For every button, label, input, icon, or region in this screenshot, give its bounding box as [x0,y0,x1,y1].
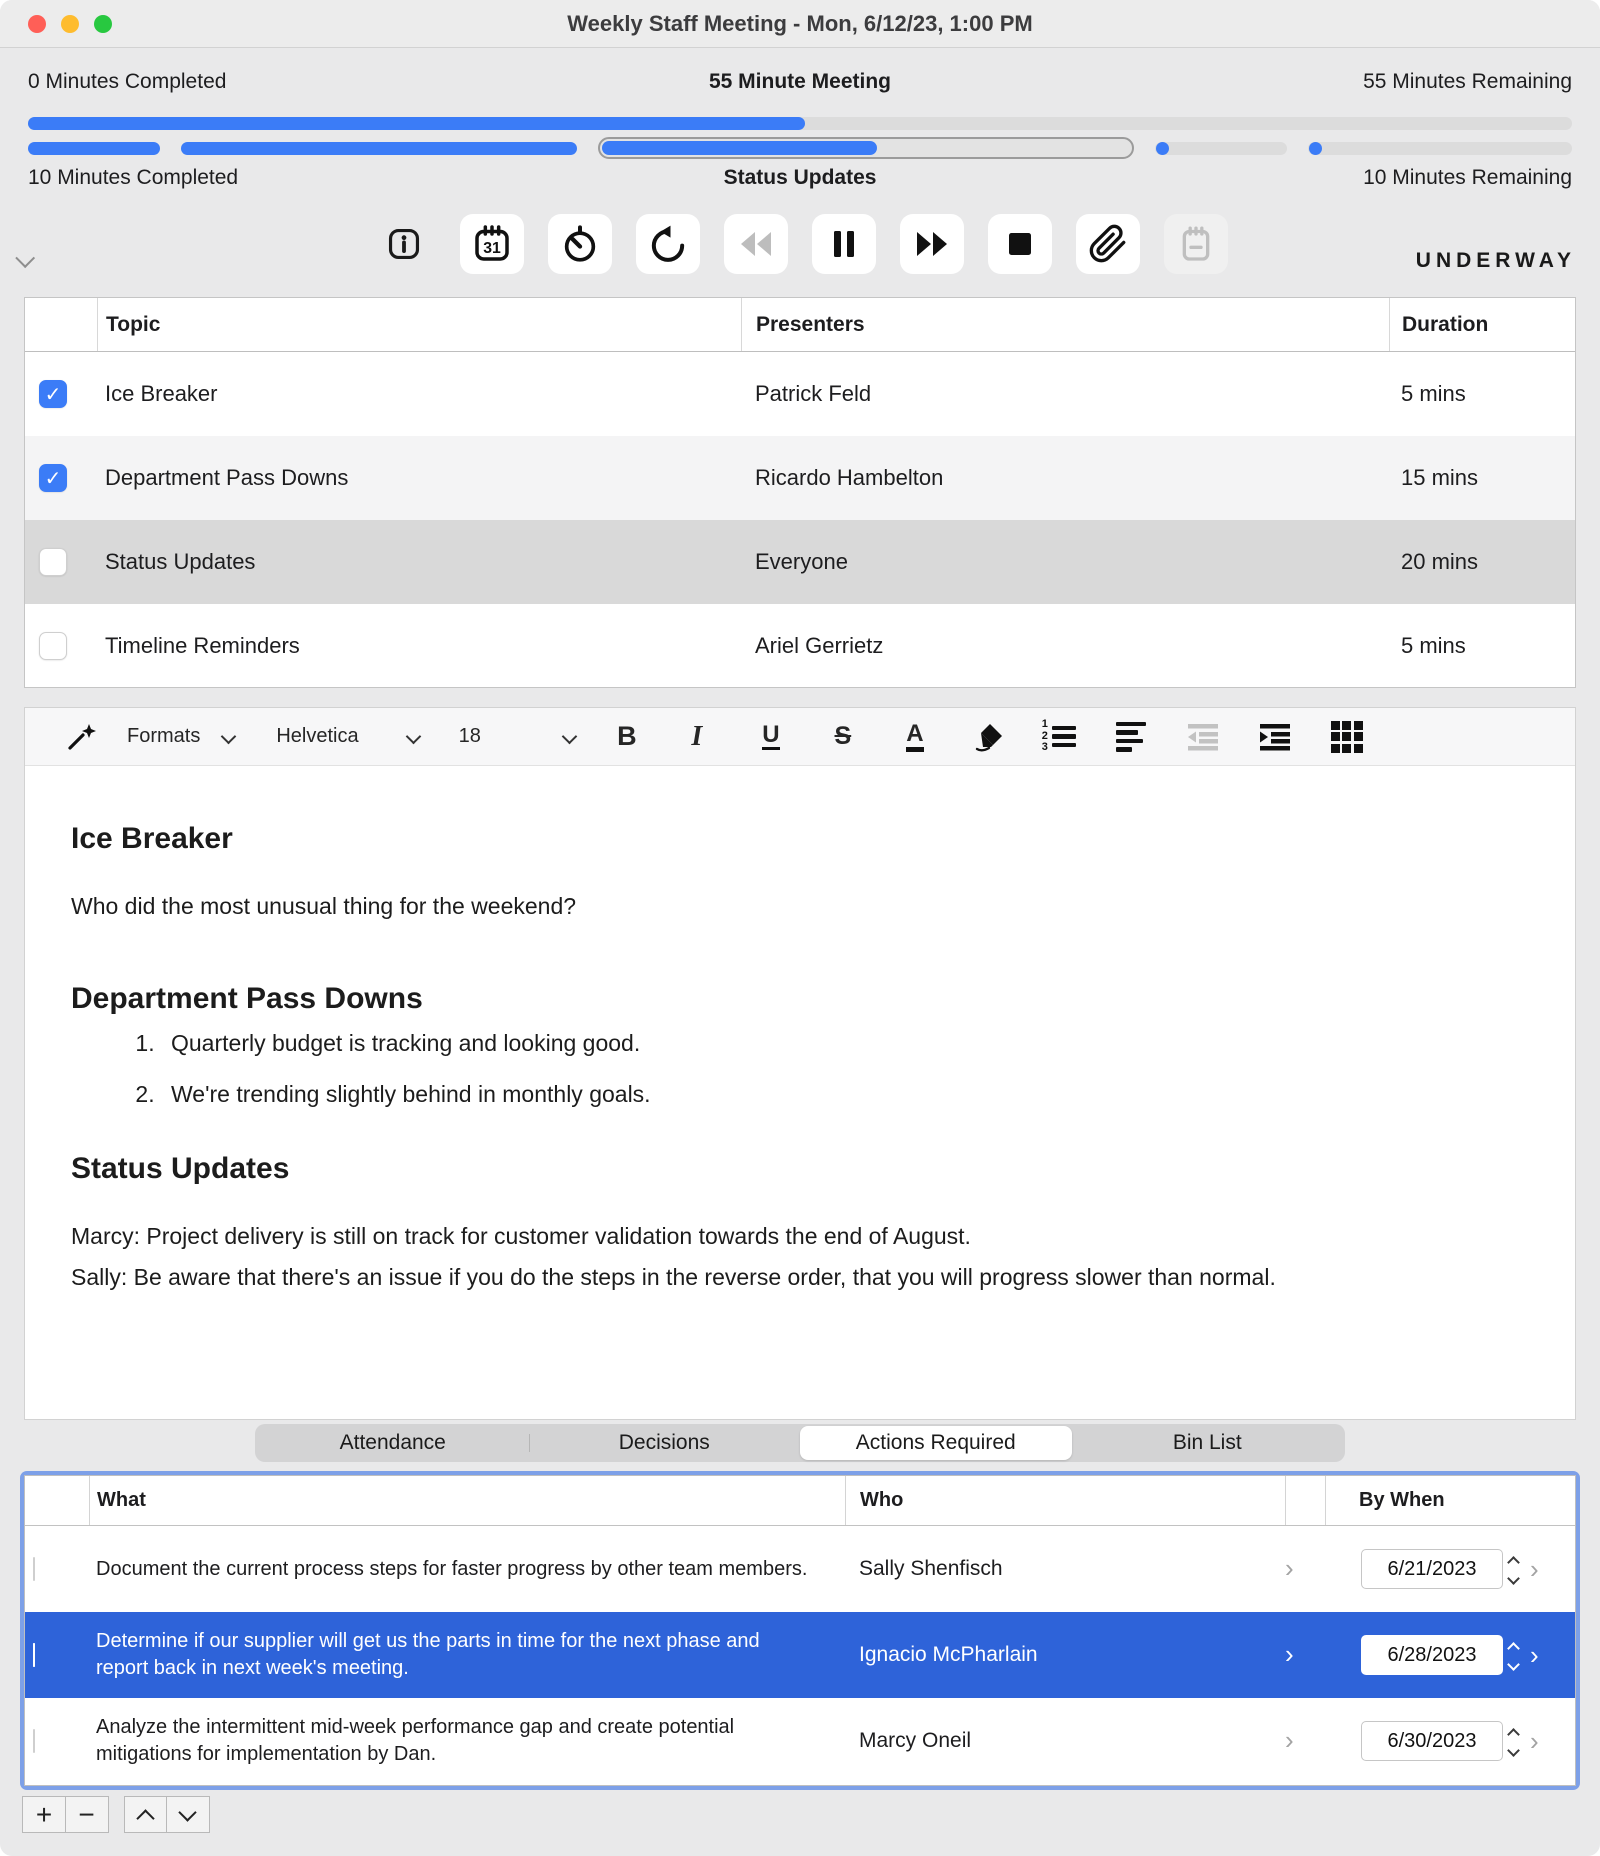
numbered-list-button[interactable]: 1 2 3 [1037,717,1081,757]
agenda-row[interactable] [25,604,1575,688]
doc-line: Marcy: Project delivery is still on track for customer validation towards the end of August. [71,1223,971,1250]
info-icon [385,225,423,263]
stepper-down-icon [1509,1572,1520,1583]
stepper-up-icon [1509,1642,1520,1653]
overall-remaining-label: 55 Minutes Remaining [1363,70,1573,93]
remove-action-button[interactable]: − [65,1796,109,1833]
segment-topic-3-current[interactable] [598,137,1134,159]
agenda-table [24,297,1576,688]
action-checkbox[interactable] [33,1729,35,1753]
presenter-cell: Ariel Gerrietz [755,633,884,658]
chevron-up-icon [137,1808,155,1822]
doc-paragraph: Who did the most unusual thing for the weekend? [71,893,577,919]
underline-button[interactable]: U [762,721,780,748]
overall-progress-bar [28,117,1572,130]
doc-heading: Status Updates [71,1152,290,1186]
info-button[interactable] [372,214,436,274]
actions-checkbox-column-header [25,1476,89,1525]
italic-button[interactable]: I [691,720,703,752]
font-dropdown[interactable]: Helvetica [276,725,359,747]
duration-cell: 15 mins [1401,465,1479,490]
paperclip-icon [1088,224,1128,264]
notepad-icon [1176,224,1216,264]
rewind-button[interactable] [724,214,788,274]
reset-timer-icon [648,224,688,264]
date-stepper[interactable] [1509,1728,1520,1755]
doc-heading: Ice Breaker [71,822,233,855]
action-row[interactable] [25,1526,1575,1612]
chevron-right-icon[interactable]: › [1530,1554,1539,1584]
font-size-dropdown[interactable]: 18 [458,725,481,747]
action-who-cell: Marcy Oneil [859,1729,972,1752]
agenda-duration-header: Duration [1389,298,1575,351]
topic-segment-bar [28,137,1572,159]
duration-cell: 5 mins [1401,381,1466,406]
stop-button[interactable] [988,214,1052,274]
clear-formatting-button[interactable] [965,717,1009,757]
agenda-row[interactable] [25,352,1575,436]
action-row-selected[interactable] [25,1612,1575,1698]
tab-decisions[interactable]: Decisions [529,1426,801,1460]
action-checkbox[interactable] [33,1643,35,1667]
outdent-button[interactable] [1181,717,1225,757]
agenda-checkbox-column-header [25,298,97,351]
action-what-cell: Determine if our supplier will get us the parts in time for the next phase and report back in next week's meeting. [96,1630,760,1679]
action-row[interactable] [25,1698,1575,1784]
presenter-cell: Everyone [755,549,848,574]
topic-checkbox-checked[interactable] [39,380,67,408]
meeting-notes-document[interactable] [25,766,1575,1297]
fast-forward-button[interactable] [900,214,964,274]
chevron-down-icon[interactable] [563,730,577,744]
actions-list-controls [22,1796,210,1833]
topic-checkbox-unchecked[interactable] [39,632,67,660]
action-checkbox[interactable] [33,1557,35,1581]
agenda-presenters-header: Presenters [741,298,1389,351]
current-topic-labels [28,166,1572,190]
rewind-icon [736,224,776,264]
move-up-button[interactable] [124,1796,168,1833]
reset-timer-button[interactable] [636,214,700,274]
chevron-right-icon[interactable]: › [1530,1726,1539,1756]
magic-wand-icon[interactable] [59,717,103,757]
fast-forward-icon [912,224,952,264]
topic-cell: Status Updates [105,549,256,574]
svg-text:31: 31 [483,240,501,258]
chevron-down-icon[interactable] [222,730,236,744]
actions-table [24,1475,1576,1786]
doc-heading: Department Pass Downs [71,982,423,1016]
stepper-up-icon [1509,1556,1520,1567]
doc-line: Sally: Be aware that there's an issue if you do the steps in the reverse order, that you will progress slower than normal. [71,1263,1276,1290]
agenda-row[interactable] [25,436,1575,520]
table-grid-button[interactable] [1325,717,1369,757]
eraser-icon [970,720,1004,754]
presenter-cell: Patrick Feld [755,381,872,406]
indent-button[interactable] [1253,717,1297,757]
action-who-cell: Ignacio McPharlain [859,1643,1038,1666]
doc-list-item: 2. We're trending slightly behind in monthly goals. [161,1081,1515,1108]
doc-list-item: 1. Quarterly budget is tracking and looking good. [161,1030,1515,1057]
topic-cell: Ice Breaker [105,381,218,406]
stepper-down-icon [1509,1744,1520,1755]
check-icon: ✓ [44,383,62,406]
formats-dropdown[interactable]: Formats [127,725,201,747]
actions-who-header: Who [845,1476,1285,1525]
attachment-button[interactable] [1076,214,1140,274]
add-action-button[interactable]: + [22,1796,66,1833]
topic-remaining-label: 10 Minutes Remaining [1363,166,1573,189]
status-badge: UNDERWAY [1415,249,1576,272]
agenda-row-selected[interactable] [25,520,1575,604]
topic-cell: Department Pass Downs [105,465,349,490]
current-topic-progress-fill [602,141,877,155]
due-date-field[interactable]: 6/21/2023 [1361,1549,1503,1589]
chevron-down-icon[interactable] [407,730,421,744]
align-left-button[interactable] [1109,717,1153,757]
check-icon: ✓ [44,467,62,490]
chevron-down-icon [179,1808,197,1822]
notes-editor-panel [24,707,1576,1420]
calendar-button[interactable] [460,214,524,274]
actions-spacer-column [1285,1476,1325,1525]
notes-button[interactable] [1164,214,1228,274]
actions-what-header: What [89,1476,845,1525]
meeting-controls [0,214,1600,274]
overall-progress-fill [28,117,805,130]
action-who-cell: Sally Shenfisch [859,1557,1003,1580]
tab-bin-list[interactable]: Bin List [1172,1431,1242,1454]
tab-attendance[interactable]: Attendance [339,1431,446,1454]
chevron-right-icon[interactable]: › [1285,1553,1294,1583]
actions-table-focus-ring [20,1471,1580,1790]
doc-numbered-list [71,1030,1515,1108]
bottom-tabs [255,1424,1345,1462]
due-date-field[interactable]: 6/28/2023 [1361,1635,1503,1675]
topic-completed-label: 10 Minutes Completed [28,166,239,189]
duration-cell: 5 mins [1401,633,1466,658]
action-what-cell: Analyze the intermittent mid-week performance gap and create potential mitigations for implementation by Dan. [96,1716,735,1765]
editor-toolbar [25,708,1575,766]
segment-topic-1[interactable] [28,142,160,155]
meeting-length-label: 55 Minute Meeting [708,70,892,93]
pause-button[interactable] [812,214,876,274]
agenda-header-row [25,298,1575,352]
topic-cell: Timeline Reminders [105,633,300,658]
bold-button[interactable]: B [617,721,637,751]
tab-actions-required[interactable]: Actions Required [800,1426,1072,1460]
due-date-field[interactable]: 6/30/2023 [1361,1721,1503,1761]
date-stepper[interactable] [1509,1642,1520,1669]
segment-topic-5[interactable] [1308,142,1572,155]
stopwatch-icon [560,224,600,264]
text-color-button[interactable]: A [893,717,937,757]
collapse-section-chevron-icon[interactable] [18,252,40,268]
current-topic-label: Status Updates [723,166,877,189]
chevron-right-icon[interactable]: › [1285,1725,1294,1755]
segment-topic-4[interactable] [1155,142,1287,155]
strikethrough-button[interactable]: S [834,722,852,750]
doc-paragraph [71,1216,1515,1297]
overall-progress-labels [28,70,1572,94]
segment-topic-2[interactable] [181,142,577,155]
presenter-cell: Ricardo Hambelton [755,465,944,490]
stepper-up-icon [1509,1728,1520,1739]
title-bar [0,0,1600,48]
action-what-cell: Document the current process steps for faster progress by other team members. [96,1557,808,1580]
duration-cell: 20 mins [1401,549,1479,574]
overall-completed-label: 0 Minutes Completed [28,70,227,93]
stepper-down-icon [1509,1658,1520,1669]
timer-button[interactable] [548,214,612,274]
stop-icon [1002,226,1038,262]
actions-header-row [25,1476,1575,1526]
chevron-right-icon[interactable]: › [1285,1639,1294,1669]
topic-checkbox-unchecked[interactable] [39,548,67,576]
chevron-right-icon[interactable]: › [1530,1640,1539,1670]
pause-icon [826,226,862,262]
calendar-icon [472,224,512,264]
topic-checkbox-checked[interactable] [39,464,67,492]
window-title: Weekly Staff Meeting - Mon, 6/12/23, 1:00 PM [567,11,1033,36]
move-down-button[interactable] [166,1796,210,1833]
date-stepper[interactable] [1509,1556,1520,1583]
actions-bywhen-header: By When [1325,1476,1575,1525]
agenda-topic-header: Topic [97,298,741,351]
